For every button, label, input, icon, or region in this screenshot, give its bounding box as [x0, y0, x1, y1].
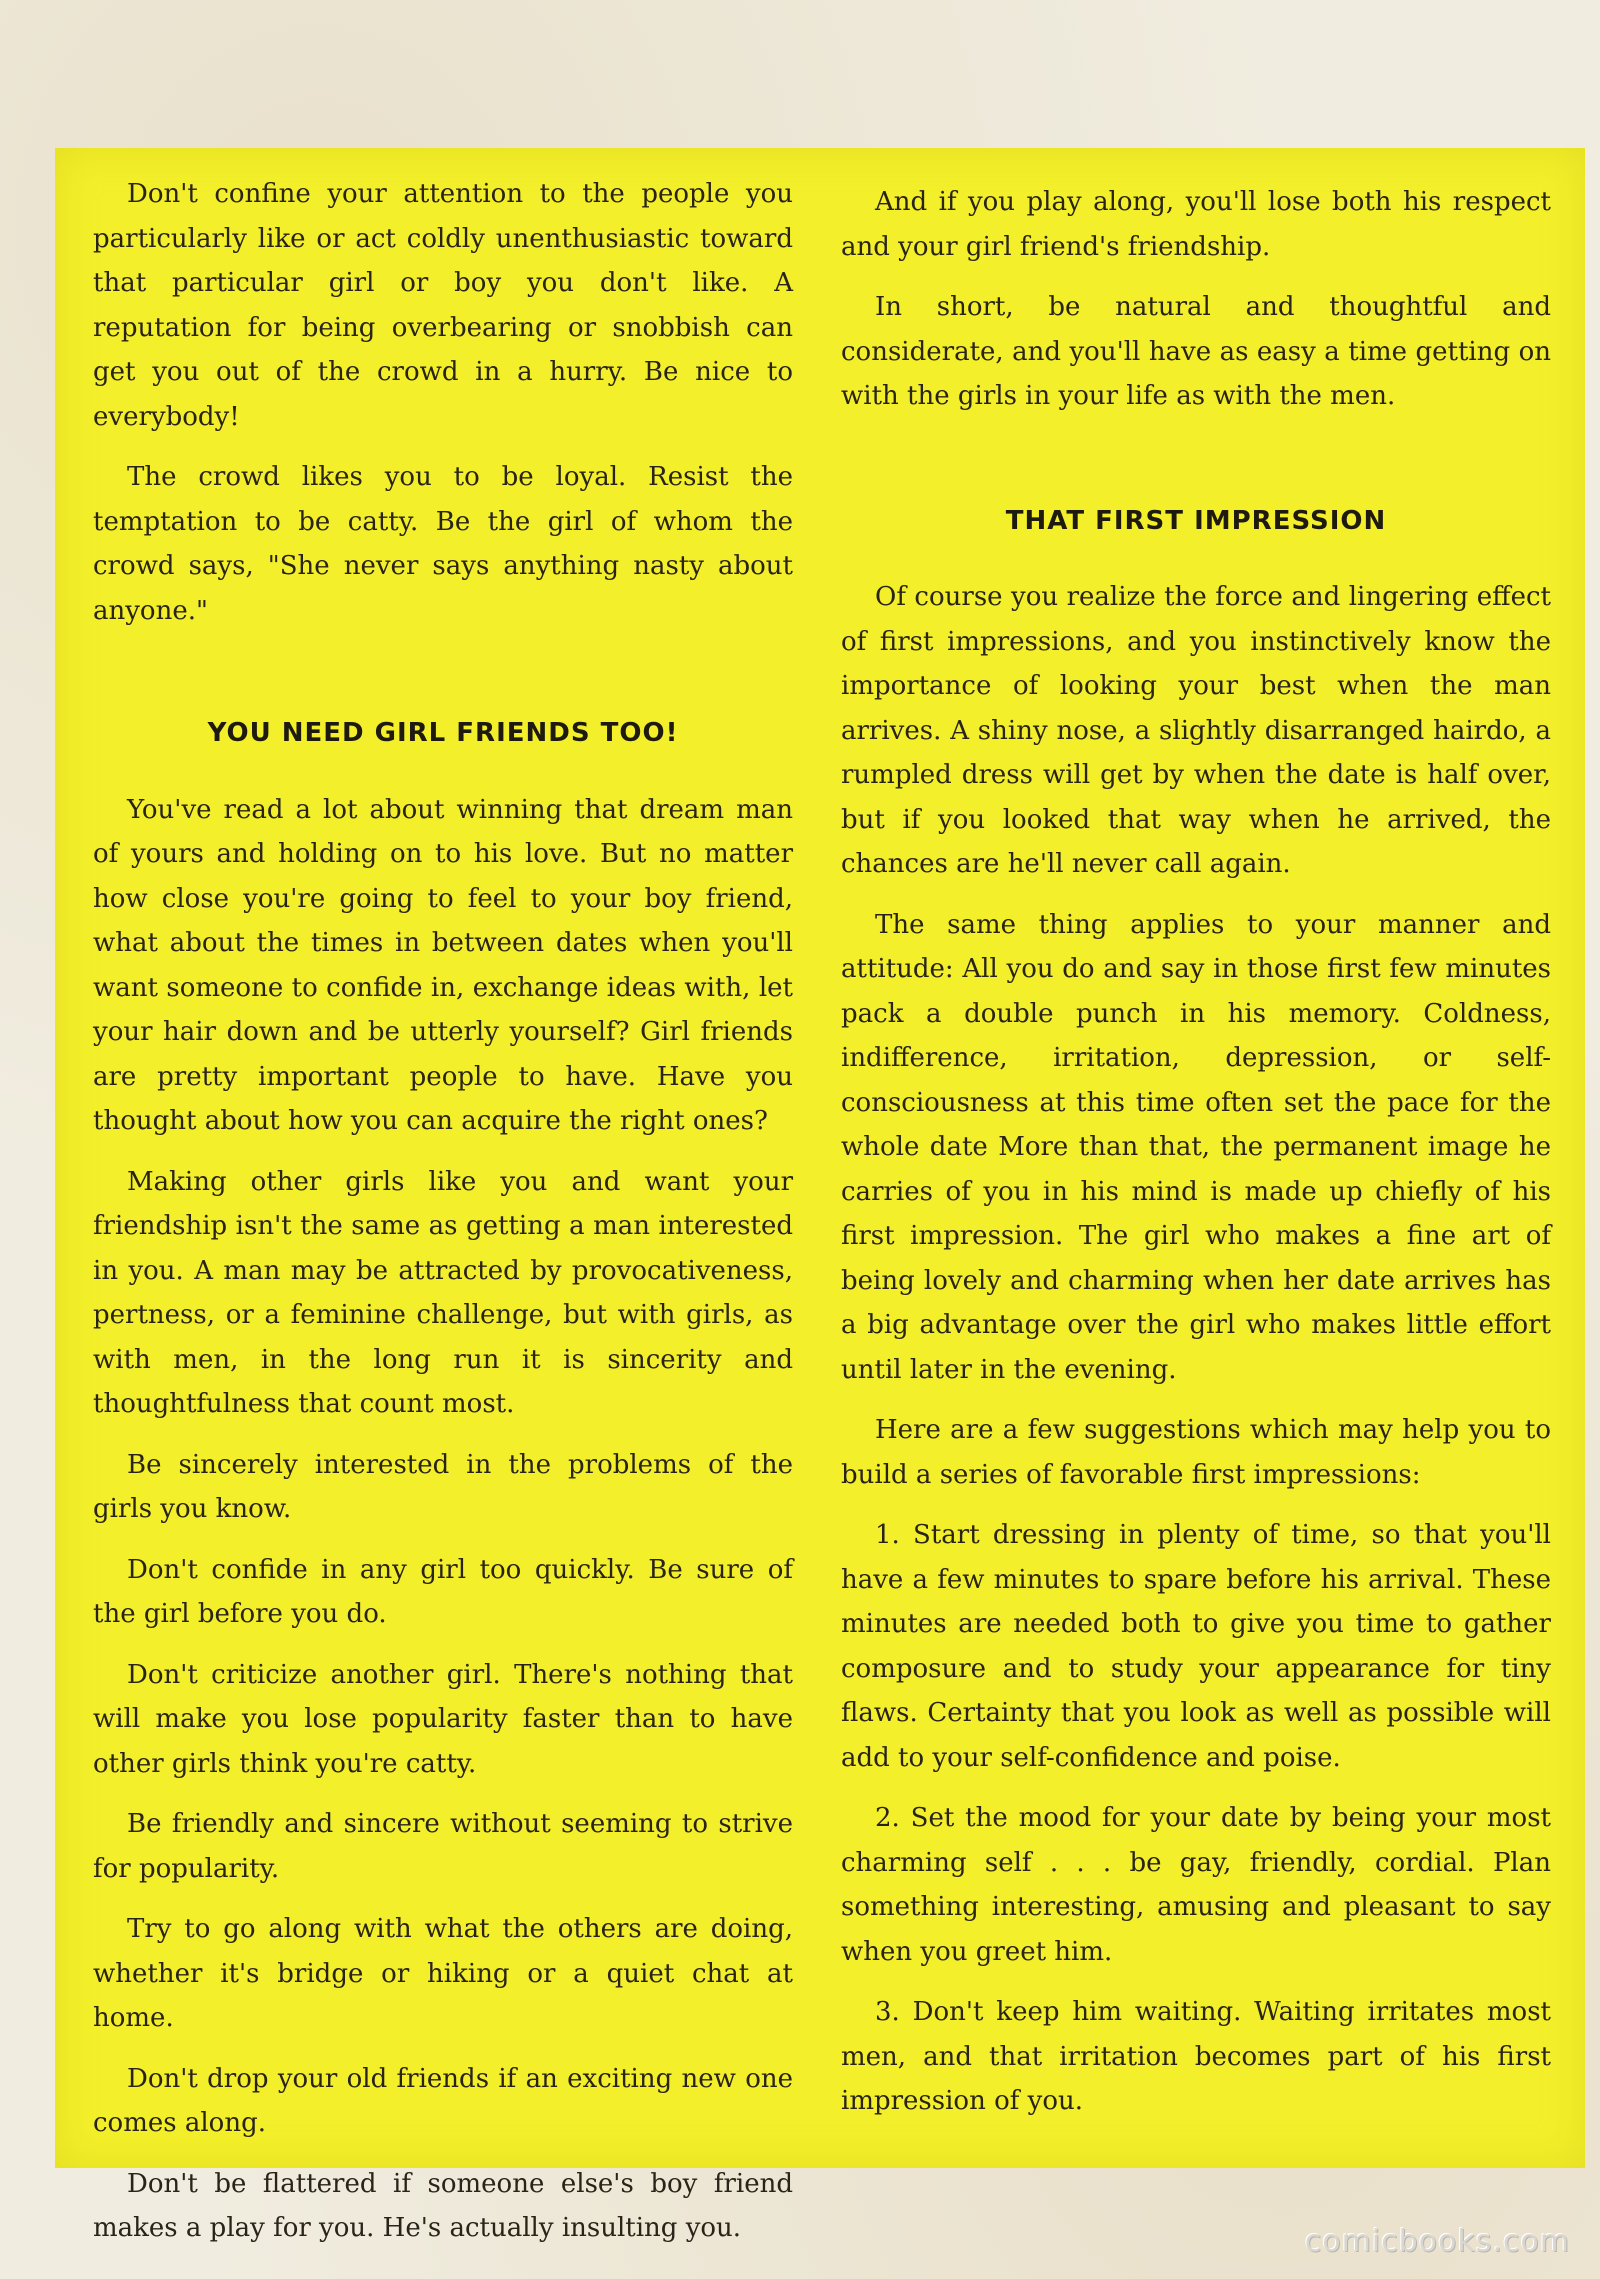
left-paragraph-4: Making other girls like you and want your friendship isn't the same as getting a man interested in you. A man may be attracted by provocativeness, pertness, or a feminine challenge, but with girls, as with men, in the long run it is sincerity and thoughtfulness that count most. [93, 1166, 793, 1419]
left-paragraph-10: Don't drop your old friends if an exciting new one comes along. [93, 2063, 793, 2138]
right-paragraph-5: Here are a few suggestions which may help you to build a series of favorable first impressions: [841, 1415, 1551, 1490]
right-paragraph-8: 3. Don't keep him waiting. Waiting irritates most men, and that irritation becomes part of his first impression of you. [841, 1997, 1551, 2116]
site-watermark: comicbooks.com [1304, 2224, 1570, 2259]
left-paragraph-9: Try to go along with what the others are doing, whether it's bridge or hiking or a quiet chat at home. [93, 1914, 793, 2033]
right-paragraph-4: The same thing applies to your manner and attitude: All you do and say in those first few minutes pack a double punch in his memory. Coldness, indifference, irritation, depression, or self-consciousness at this time often set the pace for the whole date More than that, the permanent image he carries of you in his mind is made up chiefly of his first impression. The girl who makes a fine art of being lovely and charming when her date arrives has a big advantage over the girl who makes little effort until later in the evening. [841, 909, 1551, 1385]
right-paragraph-7: 2. Set the mood for your date by being your most charming self . . . be gay, friendly, cordial. Plan something interesting, amusing and pleasant to say when you greet him. [841, 1803, 1551, 1967]
section-heading-first-impression: THAT FIRST IMPRESSION [1005, 505, 1387, 536]
right-paragraph-3: Of course you realize the force and lingering effect of first impressions, and you instinctively know the importance of looking your best when the man arrives. A shiny nose, a slightly disarranged hairdo, a rumpled dress will get by when the date is half over, but if you looked that way when he arrived, the chances are he'll never call again. [841, 582, 1551, 879]
left-paragraph-11: Don't be flattered if someone else's boy friend makes a play for you. He's actually insulting you. [93, 2168, 793, 2243]
right-column [841, 180, 1551, 2140]
left-paragraph-3: You've read a lot about winning that dream man of yours and holding on to his love. But no matter how close you're going to feel to your boy friend, what about the times in between dates when you'll want someone to confide in, exchange ideas with, let your hair down and be utterly yourself? Girl friends are pretty important people to have. Have you thought about how you can acquire the right ones? [93, 794, 793, 1136]
right-paragraph-2: In short, be natural and thoughtful and considerate, and you'll have as easy a time getting on with the girls in your life as with the men. [841, 292, 1551, 411]
right-paragraph-1: And if you play along, you'll lose both his respect and your girl friend's friendship. [841, 187, 1551, 262]
left-paragraph-6: Don't confide in any girl too quickly. Be sure of the girl before you do. [93, 1554, 793, 1629]
section-heading-girl-friends: YOU NEED GIRL FRIENDS TOO! [207, 718, 679, 748]
left-paragraph-7: Don't criticize another girl. There's nothing that will make you lose popularity faster than to have other girls think you're catty. [93, 1659, 793, 1779]
left-column [93, 172, 793, 2267]
right-paragraph-6: 1. Start dressing in plenty of time, so that you'll have a few minutes to spare before his arrival. These minutes are needed both to give you time to gather composure and to study your appearance for tiny flaws. Certainty that you look as well as possible will add to your self-confidence and poise. [841, 1520, 1551, 1773]
left-paragraph-5: Be sincerely interested in the problems of the girls you know. [93, 1449, 793, 1524]
left-paragraph-8: Be friendly and sincere without seeming to strive for popularity. [93, 1809, 793, 1884]
left-paragraph-2: The crowd likes you to be loyal. Resist the temptation to be catty. Be the girl of whom the crowd says, "She never says anything nasty about anyone." [93, 462, 793, 626]
left-paragraph-1: Don't confine your attention to the people you particularly like or act coldly unenthusiastic toward that particular girl or boy you don't like. A reputation for being overbearing or snobbish can get you out of the crowd in a hurry. Be nice to everybody! [93, 179, 793, 432]
